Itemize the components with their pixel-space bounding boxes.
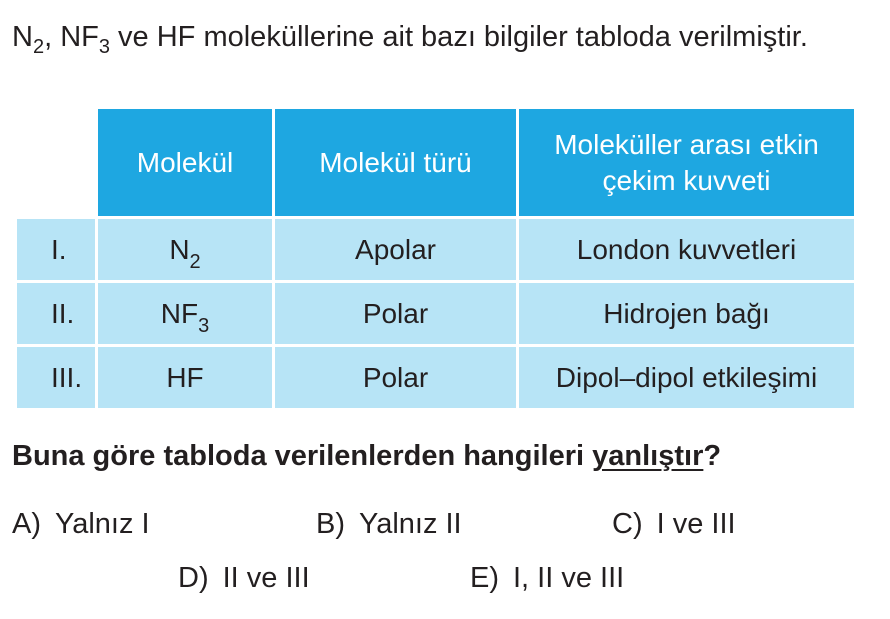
- row-number: I.: [17, 219, 95, 280]
- header-molecule-type: Molekül türü: [275, 109, 516, 216]
- row-force: London kuvvetleri: [519, 219, 854, 280]
- row-force: Dipol–dipol etkileşimi: [519, 347, 854, 408]
- row-molecule: $N_2$: [98, 219, 272, 280]
- option-letter: A): [12, 508, 41, 540]
- table-row: [17, 347, 854, 408]
- option-letter: D): [178, 562, 209, 594]
- question-underlined-word: yanlıştır: [592, 440, 704, 472]
- option-a[interactable]: [12, 508, 150, 541]
- option-text: Yalnız I: [55, 508, 150, 540]
- option-b[interactable]: [316, 508, 462, 541]
- question-suffix: ?: [703, 440, 722, 472]
- intro-mol1-sub: 2: [32, 36, 45, 58]
- option-letter: E): [470, 562, 499, 594]
- intro-text: ve HF moleküllerine ait bazı bilgiler tabloda verilmiştir.: [110, 21, 808, 53]
- intro-mol1-base: N: [12, 21, 33, 53]
- question-prefix: Buna göre tabloda verilenlerden hangileri: [12, 440, 593, 472]
- option-letter: C): [612, 508, 643, 540]
- option-text: II ve III: [222, 562, 310, 594]
- row-molecule-type: Polar: [275, 283, 516, 344]
- option-text: I ve III: [656, 508, 736, 540]
- intro-mol2-base: NF: [60, 21, 99, 53]
- table-row: [17, 283, 854, 344]
- table-row: [17, 219, 854, 280]
- option-letter: B): [316, 508, 345, 540]
- option-d[interactable]: [178, 562, 310, 595]
- intro-molecule-n2: [12, 21, 45, 58]
- row-molecule: $NF_3$: [98, 283, 272, 344]
- option-text: I, II ve III: [513, 562, 625, 594]
- option-text: Yalnız II: [359, 508, 462, 540]
- intro-mol2-sub: 3: [98, 36, 110, 58]
- intro-molecule-nf3: [60, 21, 110, 58]
- row-molecule-type: Polar: [275, 347, 516, 408]
- option-c[interactable]: [612, 508, 736, 541]
- table-corner-cell: [17, 109, 95, 216]
- question-text: [12, 440, 721, 473]
- molecule-info-table: [14, 106, 857, 411]
- row-number: II.: [17, 283, 95, 344]
- table-header-row: [17, 109, 854, 216]
- header-intermolecular-force: Moleküller arası etkin çekim kuvveti: [519, 109, 854, 216]
- header-molecule: Molekül: [98, 109, 272, 216]
- row-force: Hidrojen bağı: [519, 283, 854, 344]
- question-intro: [12, 18, 878, 56]
- intro-separator: ,: [44, 21, 61, 53]
- row-molecule-type: Apolar: [275, 219, 516, 280]
- row-number: III.: [17, 347, 95, 408]
- option-e[interactable]: [470, 562, 624, 595]
- row-molecule: HF: [98, 347, 272, 408]
